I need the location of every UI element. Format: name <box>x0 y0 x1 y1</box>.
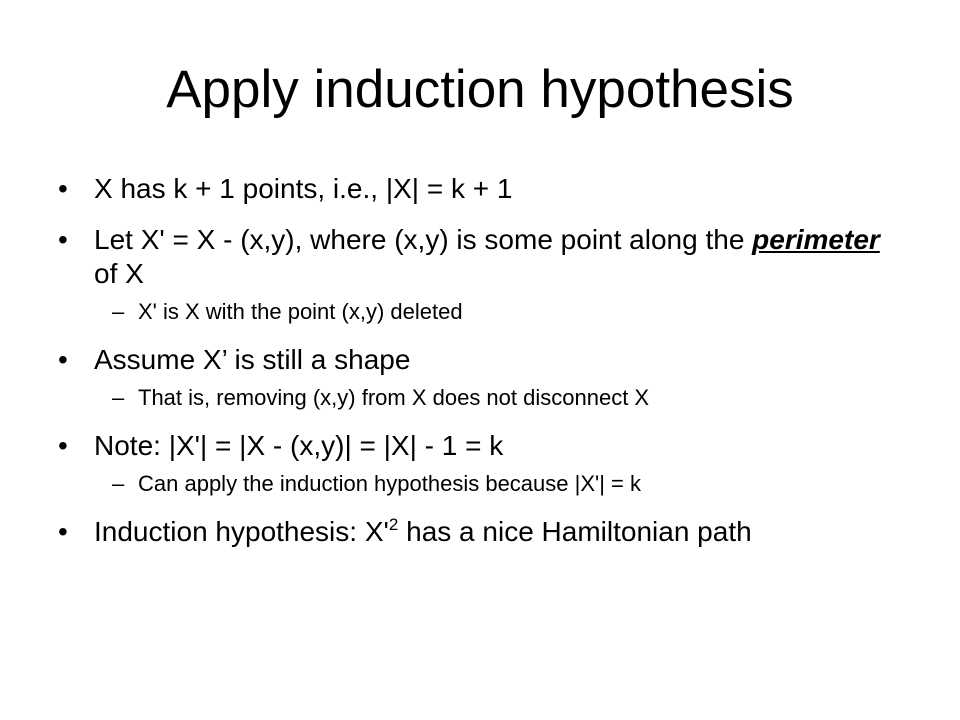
sub-bullet-text: Can apply the induction hypothesis because |X'| = k <box>138 471 642 496</box>
sub-bullet-text: X' is X with the point (x,y) deleted <box>138 299 463 324</box>
bullet-text: Induction hypothesis: X' <box>94 516 389 547</box>
bullet-text: Let X' = X - (x,y), where (x,y) is some point along the <box>94 224 753 255</box>
dash-marker: – <box>112 471 125 496</box>
bullet-text: Assume X’ is still a shape <box>94 344 411 375</box>
sub-bullet-item <box>58 298 908 326</box>
sub-bullet-text: That is, removing (x,y) from X does not disconnect X <box>138 385 650 410</box>
bullet-item <box>58 429 908 463</box>
bullet-marker: • <box>58 516 68 547</box>
bullet-item <box>58 172 908 206</box>
dash-marker: – <box>112 299 125 324</box>
sub-bullet-item <box>58 470 908 498</box>
bullet-item <box>58 343 908 377</box>
bullet-list <box>58 172 908 549</box>
emphasis-text: perimeter <box>752 224 880 255</box>
bullet-text: Note: |X'| = |X - (x,y)| = |X| - 1 = k <box>94 430 504 461</box>
bullet-text-end: has a nice Hamiltonian path <box>398 516 752 547</box>
slide-title: Apply induction hypothesis <box>166 60 794 119</box>
bullet-text: X has k + 1 points, i.e., |X| = k + 1 <box>94 173 513 204</box>
bullet-marker: • <box>58 173 68 204</box>
dash-marker: – <box>112 385 125 410</box>
superscript: 2 <box>388 515 399 534</box>
bullet-text-end: of X <box>94 258 144 289</box>
bullet-marker: • <box>58 430 68 461</box>
bullet-marker: • <box>58 224 68 255</box>
bullet-item <box>58 223 908 291</box>
bullet-item <box>58 515 908 549</box>
sub-bullet-item <box>58 384 908 412</box>
bullet-marker: • <box>58 344 68 375</box>
